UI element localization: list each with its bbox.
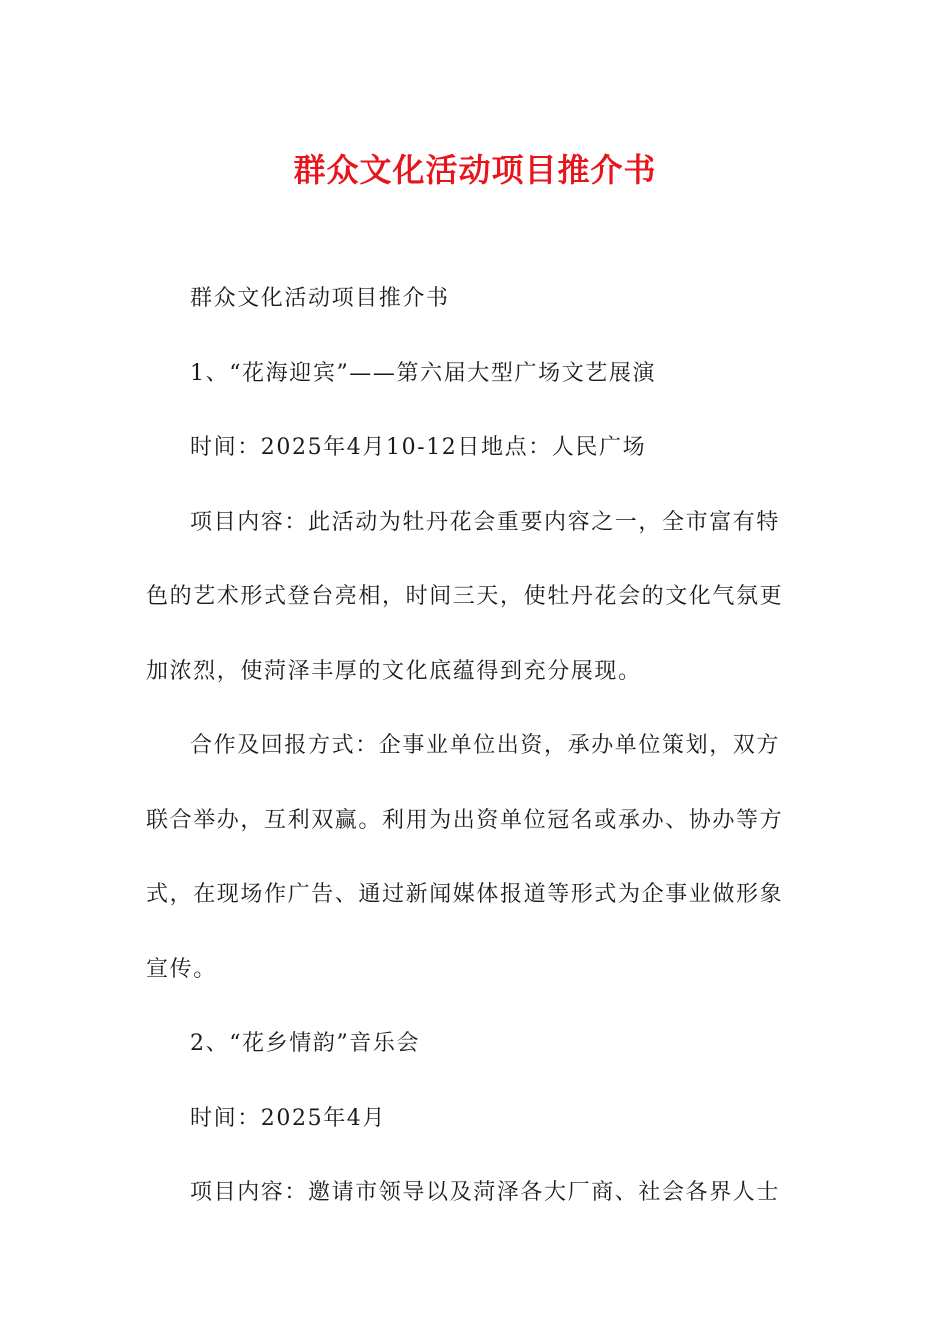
paragraph-item-1-cooperation: 合作及回报方式：企事业单位出资，承办单位策划，双方联合举办，互利双赢。利用为出资单位冠名或承办、协办等方式，在现场作广告、通过新闻媒体报道等形式为企事业做形象宣传。 (146, 733, 784, 982)
paragraph-item-2-time: 时间：2025年4月 (190, 1105, 386, 1131)
paragraph-item-1-title: 1、“花海迎宾”——第六届大型广场文艺展演 (190, 360, 657, 386)
paragraph-item-1-content: 项目内容：此活动为牡丹花会重要内容之一，全市富有特色的艺术形式登台亮相，时间三天，使牡丹花会的文化气氛更加浓烈，使菏泽丰厚的文化底蕴得到充分展现。 (146, 509, 784, 684)
document-body (146, 262, 794, 1231)
document-title: 群众文化活动项目推介书 (293, 151, 657, 189)
paragraph-item-2-content: 项目内容：邀请市领导以及菏泽各大厂商、社会各界人士 (190, 1180, 781, 1205)
paragraph-heading: 群众文化活动项目推介书 (190, 286, 450, 311)
paragraph-item-1-time: 时间：2025年4月10-12日地点：人民广场 (190, 435, 647, 460)
paragraph-item-2-title: 2、“花乡情韵”音乐会 (190, 1031, 421, 1056)
